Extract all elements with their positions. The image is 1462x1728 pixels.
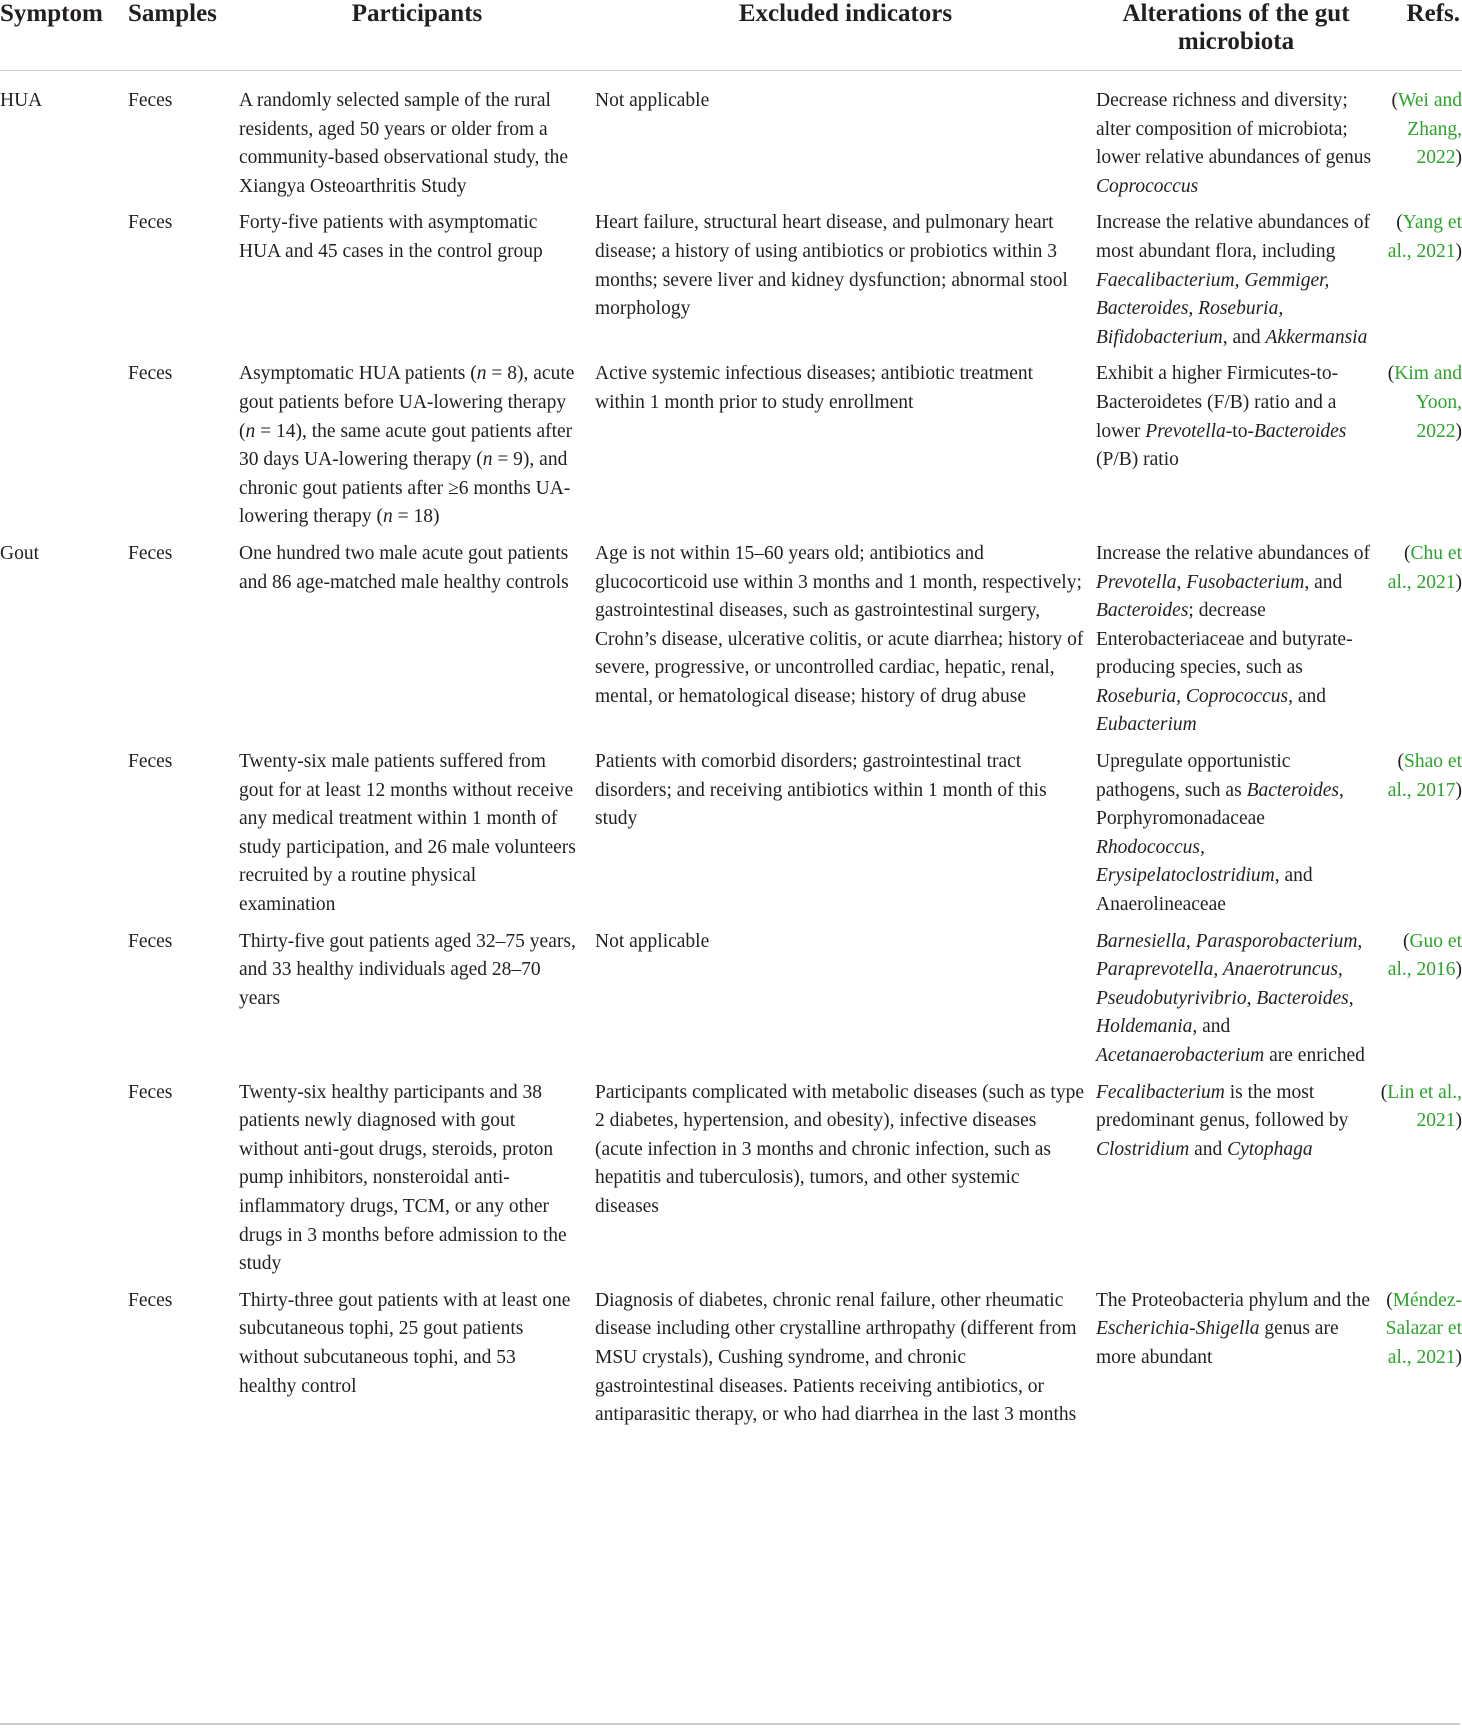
- reference-link[interactable]: Kim and Yoon, 2022: [1394, 363, 1462, 442]
- cell-alterations: Barnesiella, Parasporobacterium, Paraprevotella, Anaerotruncus, Pseudobutyrivibrio, Bacteroides, Holdemania, and Acetanaerobacterium are enriched: [1096, 930, 1365, 1066]
- cell-ref: (Kim and Yoon, 2022): [1387, 363, 1462, 442]
- header-symptom: Symptom: [0, 0, 128, 71]
- reference-link[interactable]: Yang et al., 2021: [1387, 212, 1462, 262]
- cell-alterations: The Proteobacteria phylum and the Escherichia-Shigella genus are more abundant: [1096, 1289, 1370, 1368]
- cell-excluded-indicators: Participants complicated with metabolic diseases (such as type 2 diabetes, hypertension, and obesity), infective diseases (acute infection in 3 months and chronic infection, such as hepatitis and tuberculosis), tumors, and other systemic diseases: [595, 1081, 1084, 1217]
- table-header-row: [0, 0, 1462, 71]
- bottom-rule: [0, 1723, 1460, 1725]
- cell-alterations: Exhibit a higher Firmicutes-to-Bacteroidetes (F/B) ratio and a lower Prevotella-to-Bacteroides (P/B) ratio: [1096, 363, 1347, 471]
- cell-ref: (Yang et al., 2021): [1387, 212, 1462, 262]
- header-participants: Participants: [239, 0, 595, 71]
- cell-symptom: Gout: [0, 542, 39, 564]
- cell-symptom: [0, 209, 128, 360]
- cell-samples: Feces: [128, 1081, 173, 1103]
- table-row: [0, 71, 1462, 210]
- cell-alterations: Fecalibacterium is the most predominant genus, followed by Clostridium and Cytophaga: [1096, 1081, 1349, 1160]
- cell-samples: Feces: [128, 90, 173, 111]
- cell-samples: Feces: [128, 212, 173, 234]
- cell-ref: (Shao et al., 2017): [1387, 751, 1462, 801]
- cell-participants: Forty-five patients with asymptomatic HUA and 45 cases in the control group: [239, 212, 543, 262]
- table-row: [0, 1079, 1462, 1287]
- reference-link[interactable]: Wei and Zhang, 2022: [1398, 90, 1462, 169]
- table-row: [0, 360, 1462, 540]
- reference-link[interactable]: Méndez-Salazar et al., 2021: [1385, 1289, 1462, 1368]
- cell-ref: (Wei and Zhang, 2022): [1391, 90, 1462, 169]
- cell-samples: Feces: [128, 1289, 173, 1311]
- cell-ref: (Méndez-Salazar et al., 2021): [1385, 1289, 1462, 1368]
- header-samples: Samples: [128, 0, 239, 71]
- cell-participants: Thirty-three gout patients with at least one subcutaneous tophi, 25 gout patients without subcutaneous tophi, and 53 healthy control: [239, 1289, 571, 1397]
- cell-excluded-indicators: Diagnosis of diabetes, chronic renal failure, other rheumatic disease including other crystalline arthropathy (different from MSU crystals), Cushing syndrome, and chronic gastrointestinal diseases. Patients receiving antibiotics, or antiparasitic therapy, or who had diarrhea in the last 3 months: [595, 1289, 1077, 1426]
- cell-symptom: [0, 748, 128, 928]
- reference-link[interactable]: Lin et al., 2021: [1387, 1081, 1462, 1132]
- cell-excluded-indicators: Heart failure, structural heart disease, and pulmonary heart disease; a history of using antibiotics or probiotics within 3 months; severe liver and kidney dysfunction; abnormal stool morphology: [595, 212, 1068, 320]
- cell-participants: A randomly selected sample of the rural residents, aged 50 years or older from a community-based observational study, the Xiangya Osteoarthritis Study: [239, 90, 569, 197]
- cell-excluded-indicators: Patients with comorbid disorders; gastrointestinal tract disorders; and receiving antibiotics within 1 month of this study: [595, 751, 1047, 830]
- cell-participants: Thirty-five gout patients aged 32–75 years, and 33 healthy individuals aged 28–70 years: [239, 930, 576, 1009]
- cell-alterations: Decrease richness and diversity; alter composition of microbiota; lower relative abundances of genus Coprococcus: [1096, 90, 1372, 197]
- cell-symptom: [0, 360, 128, 540]
- cell-participants: One hundred two male acute gout patients and 86 age-matched male healthy controls: [239, 542, 569, 593]
- table-row: [0, 748, 1462, 928]
- cell-ref: (Chu et al., 2021): [1387, 542, 1462, 593]
- reference-link[interactable]: Chu et al., 2021: [1387, 542, 1462, 593]
- cell-symptom: [0, 928, 128, 1079]
- cell-excluded-indicators: Active systemic infectious diseases; antibiotic treatment within 1 month prior to study enrollment: [595, 363, 1034, 413]
- table-row: [0, 540, 1462, 748]
- cell-excluded-indicators: Age is not within 15–60 years old; antibiotics and glucocorticoid use within 3 months and 1 month, respectively; gastrointestinal diseases, such as gastrointestinal surgery, Crohn’s disease, ulcerative colitis, or acute diarrhea; history of severe, progressive, or uncontrolled cardiac, hepatic, renal, mental, or hematological disease; history of drug abuse: [595, 542, 1084, 707]
- cell-symptom: [0, 1287, 128, 1438]
- cell-participants: Twenty-six male patients suffered from gout for at least 12 months without receive any medical treatment within 1 month of study participation, and 26 male volunteers recruited by a routine physical examination: [239, 751, 576, 916]
- cell-alterations: Increase the relative abundances of Prevotella, Fusobacterium, and Bacteroides; decrease Enterobacteriaceae and butyrate-producing species, such as Roseburia, Coprococcus, and Eubacterium: [1096, 542, 1370, 736]
- header-excluded-indicators: Excluded indicators: [595, 0, 1096, 71]
- cell-symptom: HUA: [0, 90, 43, 111]
- cell-symptom: [0, 1079, 128, 1287]
- cell-samples: Feces: [128, 751, 173, 773]
- table-row: [0, 1287, 1462, 1438]
- cell-excluded-indicators: Not applicable: [595, 90, 710, 111]
- header-alterations: Alterations of the gut microbiota: [1096, 0, 1376, 71]
- reference-link[interactable]: Shao et al., 2017: [1387, 751, 1462, 801]
- cell-alterations: Increase the relative abundances of most abundant flora, including Faecalibacterium, Gemmiger, Bacteroides, Roseburia, Bifidobacterium, and Akkermansia: [1096, 212, 1370, 348]
- header-refs: Refs.: [1376, 0, 1462, 71]
- cell-ref: (Guo et al., 2016): [1387, 930, 1462, 981]
- cell-excluded-indicators: Not applicable: [595, 930, 710, 952]
- cell-samples: Feces: [128, 930, 173, 952]
- cell-ref: (Lin et al., 2021): [1380, 1081, 1462, 1132]
- cell-participants: Twenty-six healthy participants and 38 patients newly diagnosed with gout without anti-gout drugs, steroids, proton pump inhibitors, nonsteroidal anti-inflammatory drugs, TCM, or any other drugs in 3 months before admission to the study: [239, 1081, 567, 1275]
- table-row: [0, 928, 1462, 1079]
- cell-samples: Feces: [128, 363, 173, 385]
- cell-alterations: Upregulate opportunistic pathogens, such as Bacteroides, Porphyromonadaceae Rhodococcus, Erysipelatoclostridium, and Anaerolineaceae: [1096, 751, 1344, 916]
- cell-samples: Feces: [128, 542, 173, 564]
- reference-link[interactable]: Guo et al., 2016: [1387, 930, 1462, 981]
- cell-participants: Asymptomatic HUA patients (n = 8), acute gout patients before UA-lowering therapy (n = 14), the same acute gout patients after 30 days UA-lowering therapy (n = 9), and chronic gout patients after ≥6 months UA-lowering therapy (n = 18): [239, 363, 575, 528]
- table-row: [0, 209, 1462, 360]
- table-body: [0, 71, 1462, 1438]
